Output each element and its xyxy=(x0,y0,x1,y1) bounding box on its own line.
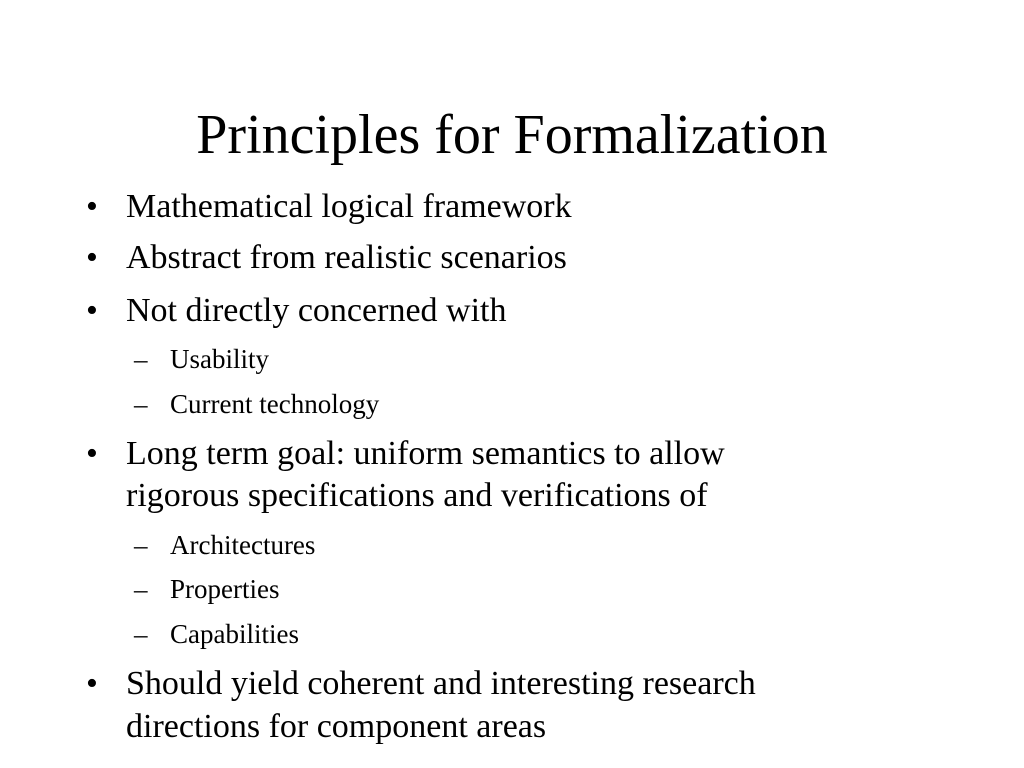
bullet-marker: • xyxy=(86,239,98,276)
bullet-marker: • xyxy=(86,292,98,329)
bullet-text: directions for component areas xyxy=(126,708,547,745)
sub-bullet-text: Properties xyxy=(170,574,280,604)
bullet-text: Long term goal: uniform semantics to allow xyxy=(126,435,725,472)
sub-bullet-marker: – xyxy=(134,619,148,649)
bullet-text: Mathematical logical framework xyxy=(126,188,572,225)
sub-bullet-marker: – xyxy=(134,574,148,604)
sub-bullet-marker: – xyxy=(134,389,148,419)
bullet-text: Abstract from realistic scenarios xyxy=(126,239,567,276)
sub-bullet-text: Capabilities xyxy=(170,619,299,649)
sub-bullet-marker: – xyxy=(134,344,148,374)
bullet-marker: • xyxy=(86,665,98,702)
sub-bullet-text: Current technology xyxy=(170,389,380,419)
sub-bullet-marker: – xyxy=(134,530,148,560)
slide-title: Principles for Formalization xyxy=(196,104,828,166)
sub-bullet-text: Architectures xyxy=(170,530,316,560)
bullet-text: Not directly concerned with xyxy=(126,292,507,329)
bullet-marker: • xyxy=(86,188,98,225)
bullet-marker: • xyxy=(86,435,98,472)
sub-bullet-text: Usability xyxy=(170,344,269,374)
bullet-text: Should yield coherent and interesting research xyxy=(126,665,756,702)
bullet-text: rigorous specifications and verifications of xyxy=(126,477,708,514)
